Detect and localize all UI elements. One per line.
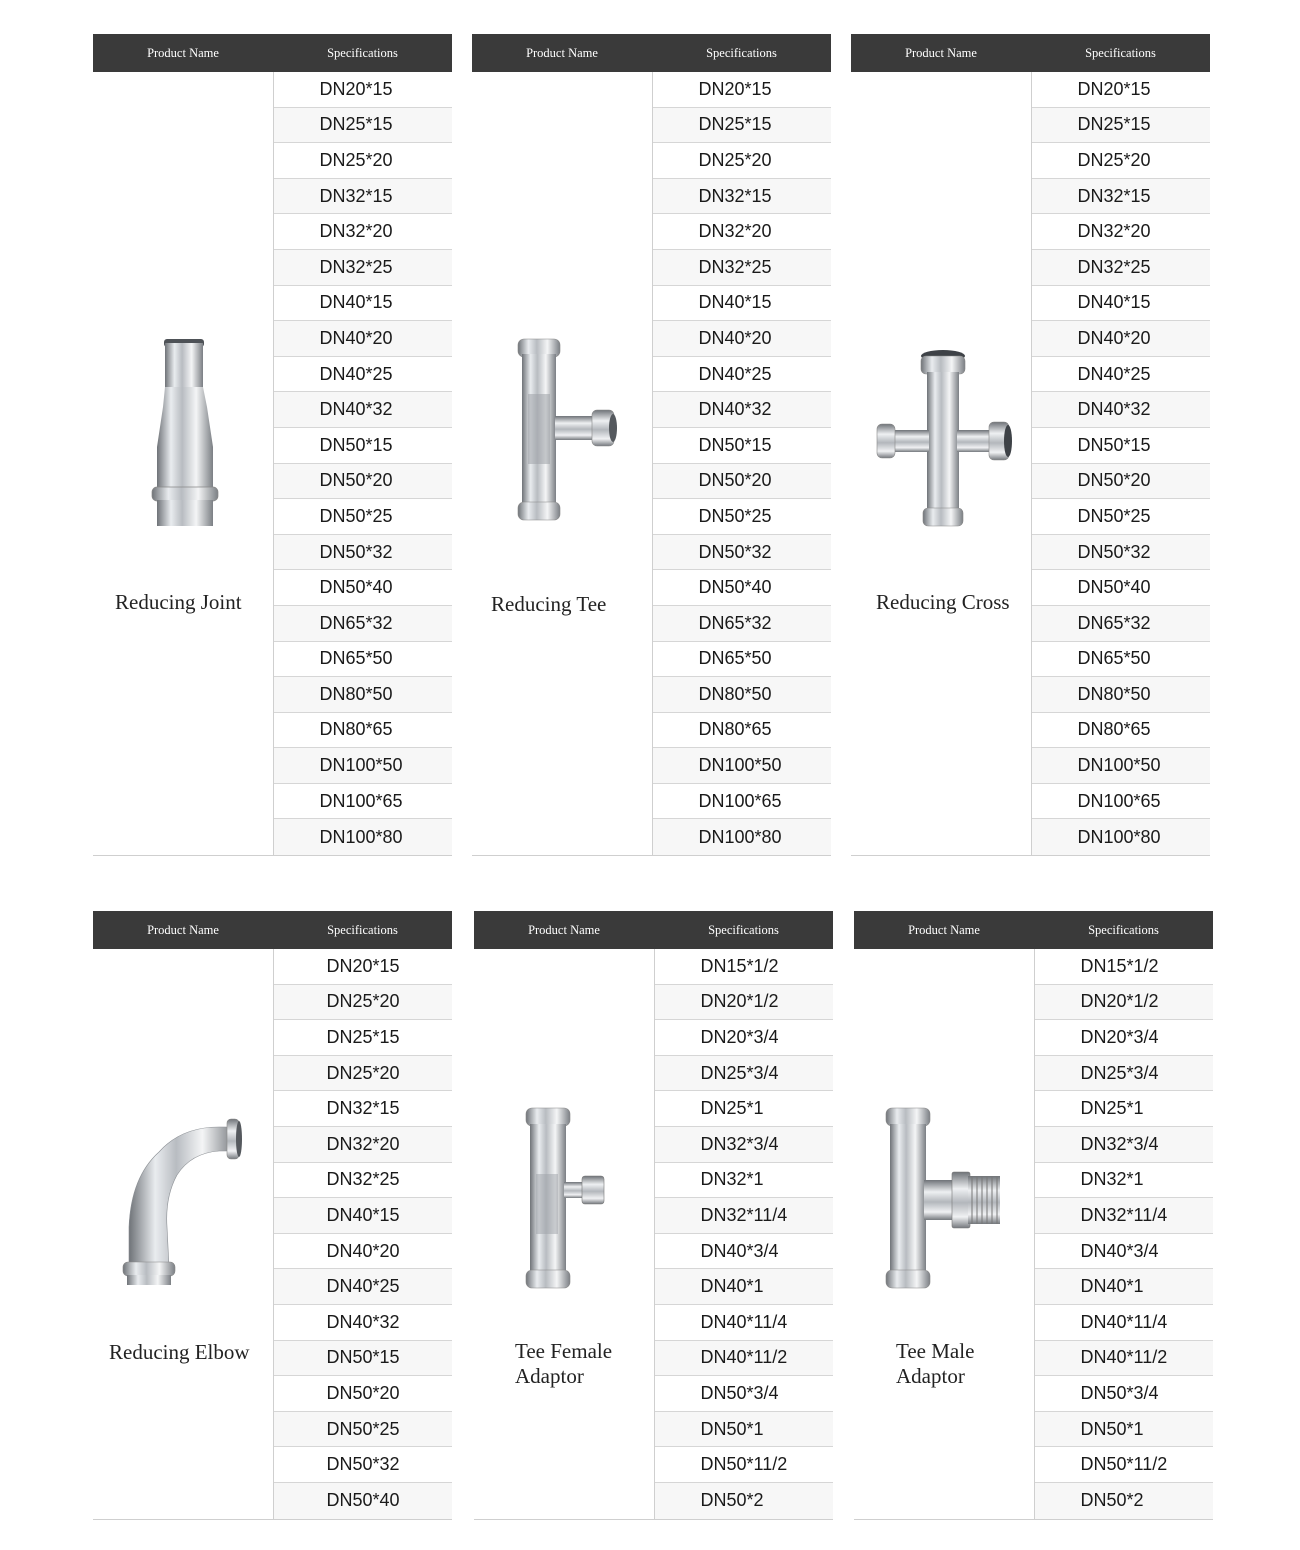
spec-row: DN20*15 [1032,72,1211,108]
spec-row: DN40*20 [1032,321,1211,357]
header-specifications: Specifications [706,45,777,60]
spec-row: DN32*3/4 [1035,1127,1214,1163]
spec-row: DN100*50 [1032,748,1211,784]
spec-row: DN32*3/4 [655,1127,834,1163]
spec-row: DN40*1 [655,1269,834,1305]
spec-row: DN40*3/4 [1035,1234,1214,1270]
spec-row: DN50*11/2 [655,1447,834,1483]
product-table-reducing-elbow [93,911,452,1520]
tee-female-adaptor-icon [522,1104,612,1294]
spec-row: DN80*50 [653,677,832,713]
spec-row: DN50*25 [274,1412,453,1448]
spec-row: DN25*3/4 [655,1056,834,1092]
spec-row: DN80*50 [274,677,453,713]
spec-row: DN32*1 [1035,1163,1214,1199]
spec-row: DN50*20 [274,464,453,500]
spec-row: DN20*3/4 [655,1020,834,1056]
spec-row: DN32*15 [274,1091,453,1127]
spec-row: DN100*80 [274,819,453,855]
spec-row: DN50*15 [653,428,832,464]
spec-row: DN25*15 [274,108,453,144]
spec-row: DN100*80 [1032,819,1211,855]
spec-row: DN20*3/4 [1035,1020,1214,1056]
reducing-tee-icon [510,334,620,529]
spec-row: DN32*11/4 [655,1198,834,1234]
spec-row: DN25*3/4 [1035,1056,1214,1092]
spec-row: DN32*25 [1032,250,1211,286]
spec-row: DN40*11/4 [1035,1305,1214,1341]
spec-row: DN20*1/2 [1035,985,1214,1021]
reducing-joint-icon [145,337,225,532]
spec-row: DN20*15 [653,72,832,108]
spec-row: DN65*50 [1032,642,1211,678]
spec-row: DN25*20 [274,1056,453,1092]
spec-row: DN40*32 [1032,392,1211,428]
spec-row: DN40*3/4 [655,1234,834,1270]
spec-row: DN32*15 [274,179,453,215]
spec-row: DN50*20 [653,464,832,500]
spec-row: DN40*20 [274,1234,453,1270]
spec-row: DN40*20 [274,321,453,357]
spec-row: DN100*65 [653,784,832,820]
spec-row: DN40*20 [653,321,832,357]
spec-row: DN50*32 [1032,535,1211,571]
spec-row: DN50*40 [653,570,832,606]
spec-row: DN80*65 [653,713,832,749]
spec-row: DN100*50 [274,748,453,784]
spec-column [652,72,832,855]
header-product-name: Product Name [908,922,980,937]
product-table-reducing-joint [93,34,452,856]
spec-row: DN50*2 [1035,1483,1214,1519]
spec-row: DN32*25 [274,250,453,286]
spec-row: DN50*1 [655,1412,834,1448]
spec-row: DN25*20 [1032,143,1211,179]
product-cell [93,949,273,1519]
spec-row: DN50*25 [1032,499,1211,535]
spec-row: DN50*40 [1032,570,1211,606]
spec-row: DN25*20 [653,143,832,179]
spec-row: DN32*20 [274,214,453,250]
spec-row: DN32*15 [653,179,832,215]
spec-row: DN40*11/2 [1035,1341,1214,1377]
header-product-name: Product Name [905,45,977,60]
spec-row: DN32*20 [653,214,832,250]
header-specifications: Specifications [708,922,779,937]
spec-row: DN40*11/4 [655,1305,834,1341]
product-cell [93,72,273,855]
spec-row: DN80*65 [274,713,453,749]
spec-row: DN100*50 [653,748,832,784]
spec-row: DN50*1 [1035,1412,1214,1448]
table-header [472,34,831,72]
spec-row: DN40*15 [274,1198,453,1234]
header-product-name: Product Name [147,45,219,60]
product-table-reducing-tee [472,34,831,856]
spec-row: DN50*40 [274,570,453,606]
spec-row: DN15*1/2 [655,949,834,985]
spec-row: DN32*15 [1032,179,1211,215]
spec-row: DN50*32 [274,1447,453,1483]
spec-row: DN25*15 [1032,108,1211,144]
spec-row: DN20*1/2 [655,985,834,1021]
product-cell [854,949,1034,1519]
spec-row: DN25*20 [274,985,453,1021]
spec-row: DN25*15 [653,108,832,144]
spec-row: DN32*25 [274,1163,453,1199]
spec-column [273,72,453,855]
spec-row: DN40*25 [274,357,453,393]
product-table-tee-female-adaptor [474,911,833,1520]
spec-row: DN50*25 [274,499,453,535]
spec-row: DN50*3/4 [1035,1376,1214,1412]
spec-row: DN15*1/2 [1035,949,1214,985]
product-table-tee-male-adaptor [854,911,1213,1520]
spec-row: DN65*32 [1032,606,1211,642]
spec-row: DN32*11/4 [1035,1198,1214,1234]
spec-row: DN40*32 [274,1305,453,1341]
spec-row: DN40*15 [653,286,832,322]
header-specifications: Specifications [327,45,398,60]
table-header [93,911,452,949]
product-name: Reducing Cross [876,590,1010,614]
reducing-elbow-icon [119,1107,249,1292]
spec-row: DN50*15 [274,1341,453,1377]
spec-row: DN32*25 [653,250,832,286]
spec-row: DN50*40 [274,1483,453,1519]
spec-row: DN50*25 [653,499,832,535]
product-table-reducing-cross [851,34,1210,856]
spec-column [654,949,834,1519]
spec-row: DN40*15 [1032,286,1211,322]
spec-row: DN20*15 [274,949,453,985]
product-name: Tee Male Adaptor [896,1339,975,1388]
spec-row: DN50*32 [274,535,453,571]
spec-row: DN65*50 [274,642,453,678]
spec-row: DN32*1 [655,1163,834,1199]
spec-row: DN50*20 [1032,464,1211,500]
spec-row: DN50*32 [653,535,832,571]
spec-column [273,949,453,1519]
spec-row: DN50*20 [274,1376,453,1412]
table-header [854,911,1213,949]
spec-row: DN25*1 [1035,1091,1214,1127]
product-name: Reducing Joint [115,590,242,614]
spec-row: DN40*32 [274,392,453,428]
product-cell [472,72,652,855]
header-specifications: Specifications [1088,922,1159,937]
spec-row: DN32*20 [274,1127,453,1163]
spec-row: DN25*1 [655,1091,834,1127]
table-header [474,911,833,949]
spec-row: DN40*25 [1032,357,1211,393]
spec-row: DN40*11/2 [655,1341,834,1377]
product-cell [851,72,1031,855]
header-product-name: Product Name [526,45,598,60]
product-name: Reducing Elbow [109,1340,250,1364]
spec-row: DN50*15 [274,428,453,464]
header-product-name: Product Name [528,922,600,937]
spec-row: DN100*80 [653,819,832,855]
header-specifications: Specifications [327,922,398,937]
spec-row: DN50*11/2 [1035,1447,1214,1483]
product-cell [474,949,654,1519]
tee-male-adaptor-icon [880,1104,1005,1294]
spec-row: DN40*25 [653,357,832,393]
spec-row: DN100*65 [1032,784,1211,820]
product-name: Reducing Tee [491,592,607,616]
spec-column [1034,949,1214,1519]
spec-row: DN50*15 [1032,428,1211,464]
spec-row: DN40*15 [274,286,453,322]
spec-row: DN50*2 [655,1483,834,1519]
reducing-cross-icon [875,348,1015,533]
spec-row: DN65*32 [274,606,453,642]
spec-row: DN20*15 [274,72,453,108]
spec-row: DN40*25 [274,1269,453,1305]
header-product-name: Product Name [147,922,219,937]
table-header [93,34,452,72]
spec-row: DN50*3/4 [655,1376,834,1412]
product-name: Tee Female Adaptor [515,1339,613,1388]
spec-row: DN65*32 [653,606,832,642]
spec-row: DN65*50 [653,642,832,678]
spec-row: DN100*65 [274,784,453,820]
spec-row: DN80*50 [1032,677,1211,713]
header-specifications: Specifications [1085,45,1156,60]
spec-column [1031,72,1211,855]
spec-row: DN40*1 [1035,1269,1214,1305]
spec-row: DN25*15 [274,1020,453,1056]
spec-row: DN40*32 [653,392,832,428]
spec-row: DN80*65 [1032,713,1211,749]
spec-row: DN25*20 [274,143,453,179]
spec-row: DN32*20 [1032,214,1211,250]
table-header [851,34,1210,72]
